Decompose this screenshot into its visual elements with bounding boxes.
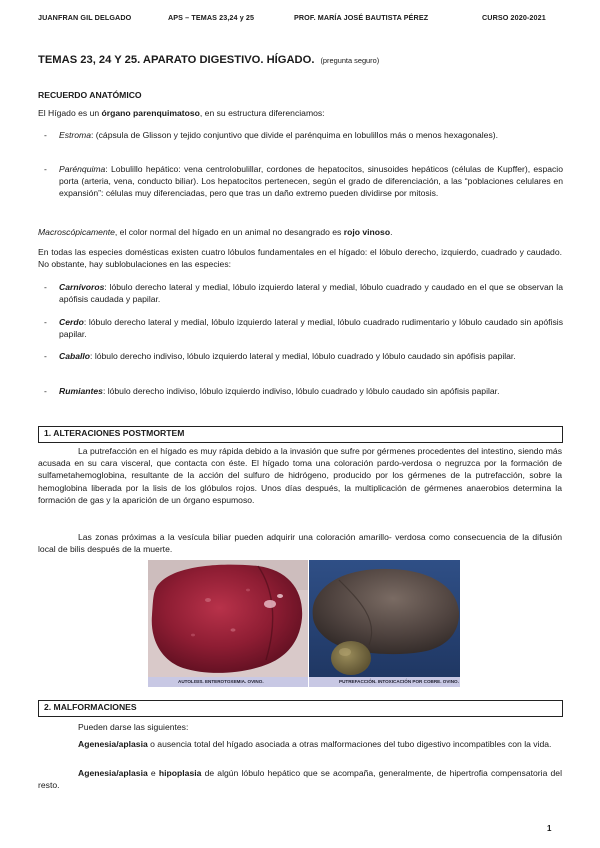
term-caballo: Caballo [59, 351, 91, 361]
term-rumiantes: Rumiantes [59, 386, 103, 396]
list-item-caballo: - Caballo: lóbulo derecho indiviso, lóbulo izquierdo lateral y medial, lóbulo cuadrado y lóbulo caudado sin apófisis papilar. [44, 351, 516, 361]
liver-dark-image [309, 560, 460, 687]
photo-autolisis [148, 560, 308, 687]
page-title [38, 54, 379, 66]
paragraph-species-intro: En todas las especies domésticas existen cuatro lóbulos fundamentales en el hígado: el lóbulo derecho, izquierdo, cuadrado y caudado. No obstante, hay sublobulaciones en las especies: [38, 247, 562, 270]
list-item-carnivoros: - Carnívoros: lóbulo derecho lateral y medial, lóbulo izquierdo lateral y medial, lóbulo cuadrado y caudado en el que se observan la apófisis caudada y papilar. [44, 282, 563, 305]
paragraph-macroscopic: Macroscópicamente, el color normal del hígado en un animal no desangrado es rojo vinoso. [38, 227, 393, 237]
header-author: JUANFRAN GIL DELGADO [38, 13, 132, 22]
header-subject: APS – TEMAS 23,24 y 25 [168, 13, 255, 22]
page-number: 1 [547, 824, 552, 833]
header-course: CURSO 2020-2021 [482, 13, 546, 22]
paragraph-putrefaccion: La putrefacción en el hígado es muy rápida debido a la invasión que sufre por gérmenes procedentes del intestino, siendo más acusada en su cara visceral, que contacta con éste. El hígado toma una coloración pardo-verdosa o negruzca por la formación de sulfametahemoglobina, resultante de la acción del sulfuro de hidrógeno, producido por los gérmenes de la putrefacción, sobre la hemoglobina liberada por la lisis de los glóbulos rojos. Unos días después, la multiplicación de gérmenes anaerobios determina la formación de gas y la aparición de un órgano espumoso. [38, 446, 562, 505]
term-parenquima: Parénquima [59, 164, 106, 174]
paragraph-vesicula: Las zonas próximas a la vesícula biliar pueden adquirir una coloración amarillo- verdosa como consecuencia de la difusión local de bilis después de la muerte. [38, 532, 562, 555]
photo-putrefaccion [309, 560, 460, 687]
caption-left: AUTOLISIS. ENTEROTOXEMIA. OVINO. [148, 677, 308, 687]
term-estroma: Estroma [59, 130, 91, 140]
paragraph-agenesia-total: Agenesia/aplasia o ausencia total del hígado asociada a otras malformaciones del tubo digestivo incompatibles con la vida. [78, 739, 552, 749]
title-note: (pregunta seguro) [320, 56, 380, 65]
term-carnivoros: Carnívoros [59, 282, 105, 292]
list-item-rumiantes: - Rumiantes: lóbulo derecho indiviso, lóbulo izquierdo indiviso, lóbulo cuadrado y lóbulo caudado sin apófisis papilar. [44, 386, 500, 396]
subheading-recuerdo: RECUERDO ANATÓMICO [38, 90, 142, 100]
term-cerdo: Cerdo [59, 317, 84, 327]
section-header-malformaciones: 2. MALFORMACIONES [38, 700, 563, 717]
list-item-estroma: - Estroma: (cápsula de Glisson y tejido conjuntivo que divide el parénquima en lobulillos más o menos hexagonales). [44, 130, 499, 140]
header-professor: PROF. MARÍA JOSÉ BAUTISTA PÉREZ [294, 13, 429, 22]
caption-right: PUTREFACCIÓN. INTOXICACIÓN POR COBRE. OVINO. [309, 677, 460, 687]
paragraph-agenesia-lobulo: Agenesia/aplasia e hipoplasia de algún lóbulo hepático que se acompaña, generalmente, de hipertrofia compensatoria del resto. [38, 768, 562, 791]
list-item-parenquima: - Parénquima: Lobulillo hepático: vena centrolobulillar, cordones de hepatocitos, sinusoides hepáticos (células de Kupffer), espacio porta (arteria, vena, conducto biliar). Los hepatocitos pertenecen, según el grado de diferenciación, a las “poblaciones celulares en expansión”: células muy diferenciadas, pero que tras un daño extremo pueden dividirse por mitosis. [44, 164, 563, 199]
list-item-cerdo: - Cerdo: lóbulo derecho lateral y medial, lóbulo izquierdo lateral y medial, lóbulo cuadrado rudimentario y lóbulo caudado sin apófisis papilar. [44, 317, 563, 340]
liver-red-image [148, 560, 308, 687]
title-main: TEMAS 23, 24 Y 25. APARATO DIGESTIVO. HÍGADO. [38, 54, 315, 66]
paragraph-malformaciones-intro: Pueden darse las siguientes: [78, 722, 189, 732]
section-header-postmortem: 1. ALTERACIONES POSTMORTEM [38, 426, 563, 443]
paragraph-intro: El Hígado es un órgano parenquimatoso, en su estructura diferenciamos: [38, 108, 325, 118]
